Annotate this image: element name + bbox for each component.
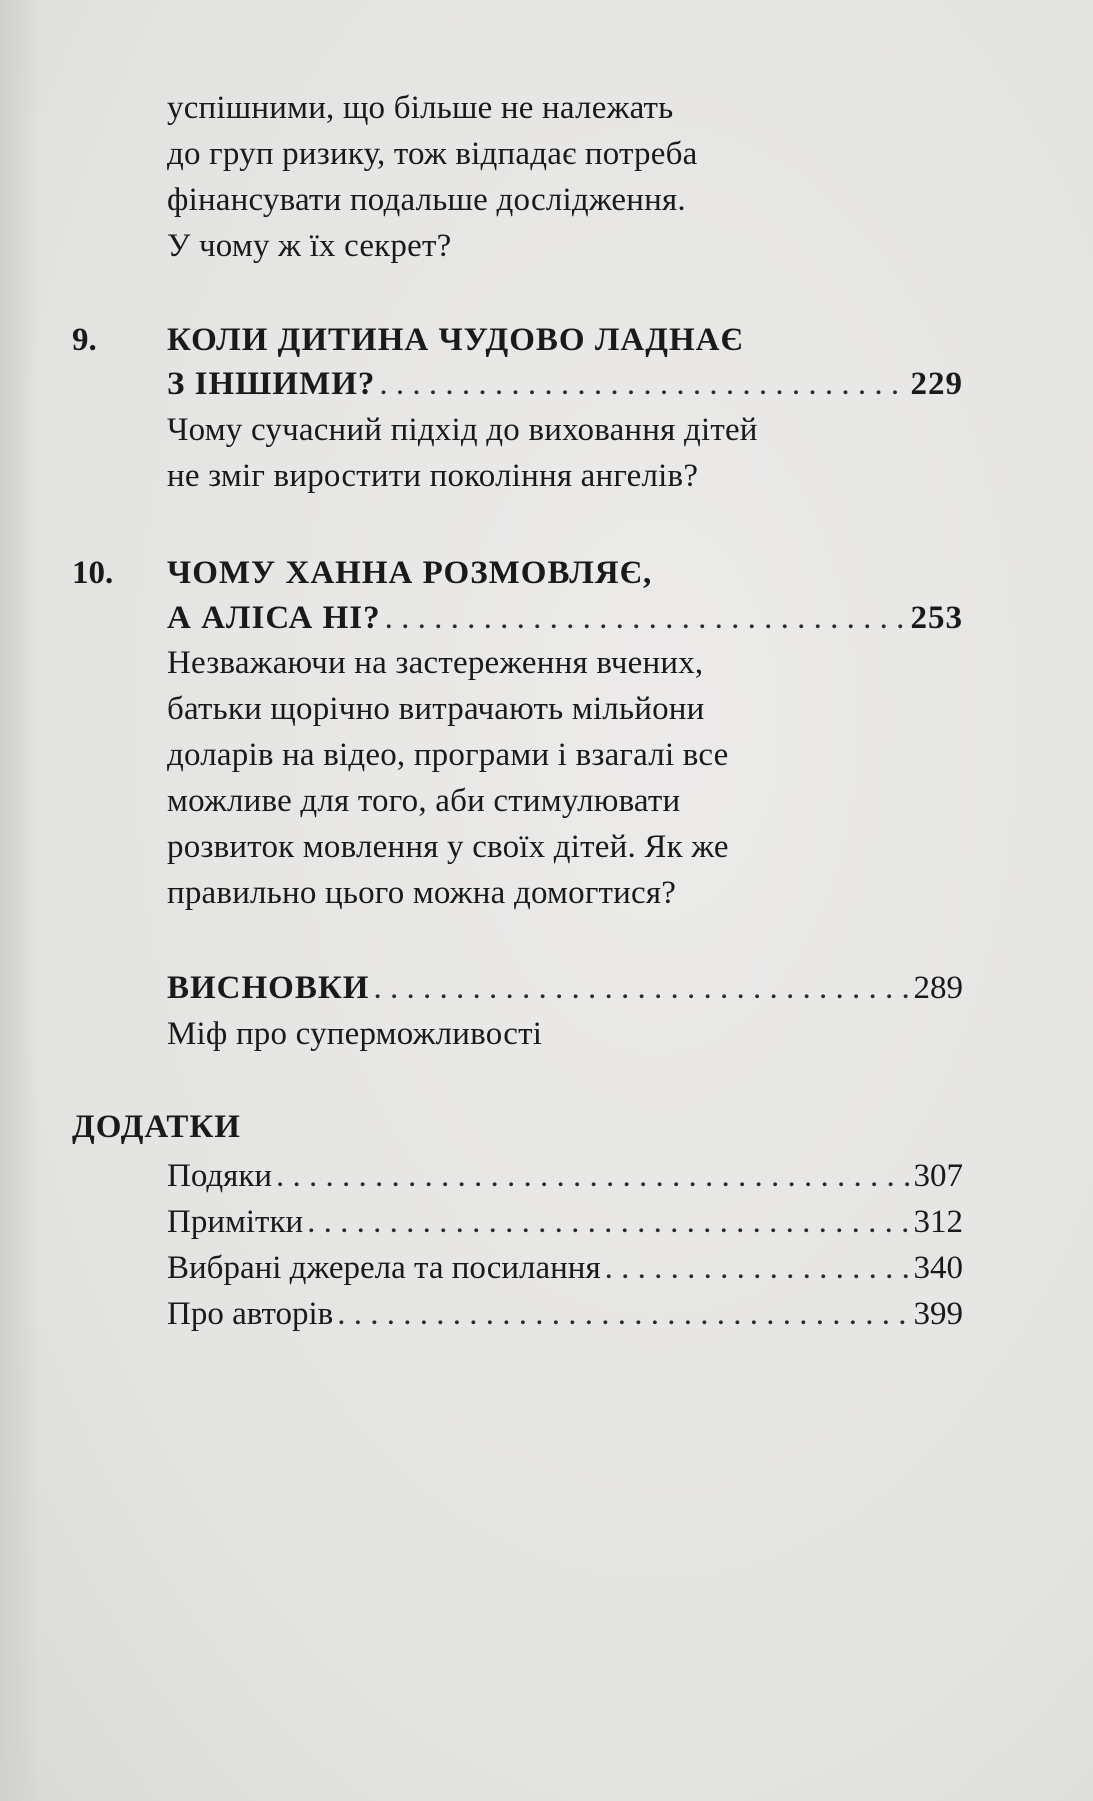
appendix-heading: ДОДАТКИ [72, 1109, 241, 1145]
chapter-description: доларів на відео, програми і взагалі все [167, 737, 729, 773]
toc-entry-appendix[interactable] [167, 1248, 963, 1288]
entry-label: Вибрані джерела та посилання [167, 1250, 601, 1286]
page-number: 229 [910, 366, 963, 402]
leader-dots [307, 1202, 909, 1242]
toc-entry-appendix[interactable] [167, 1202, 963, 1242]
section-description: Міф про суперможливості [167, 1016, 543, 1052]
chapter-description: не зміг виростити покоління ангелів? [167, 458, 699, 494]
chapter-title: ЧОМУ ХАННА РОЗМОВЛЯЄ, [167, 555, 653, 591]
page-number: 289 [913, 970, 963, 1006]
leader-dots [605, 1248, 910, 1288]
leader-dots [379, 364, 906, 404]
leader-dots [385, 598, 907, 638]
chapter-title: А АЛІСА НІ? [167, 600, 381, 636]
intro-line: успішними, що більше не належать [167, 90, 674, 126]
page-number: 312 [913, 1204, 963, 1240]
chapter-number: 10. [72, 555, 114, 591]
spine-shadow [0, 0, 40, 1801]
chapter-description: можливе для того, аби стимулювати [167, 783, 681, 819]
chapter-description: батьки щорічно витрачають мільйони [167, 691, 705, 727]
intro-line: фінансувати подальше дослідження. [167, 182, 686, 218]
toc-entry-conclusions[interactable] [167, 968, 963, 1008]
chapter-description: правильно цього можна домогтися? [167, 875, 677, 911]
leader-dots [373, 968, 909, 1008]
chapter-title: КОЛИ ДИТИНА ЧУДОВО ЛАДНАЄ [167, 322, 744, 358]
toc-entry-chapter-9[interactable] [167, 364, 963, 404]
page-number: 307 [913, 1158, 963, 1194]
section-title: ВИСНОВКИ [167, 970, 370, 1006]
page-number: 253 [910, 600, 963, 636]
leader-dots [337, 1294, 909, 1334]
intro-line: У чому ж їх секрет? [167, 228, 452, 264]
chapter-description: розвиток мовлення у своїх дітей. Як же [167, 829, 729, 865]
page-number: 340 [913, 1250, 963, 1286]
entry-label: Подяки [167, 1158, 273, 1194]
toc-entry-chapter-10[interactable] [167, 598, 963, 638]
page-number: 399 [913, 1296, 963, 1332]
leader-dots [276, 1156, 909, 1196]
chapter-description: Чому сучасний підхід до виховання дітей [167, 412, 758, 448]
chapter-description: Незважаючи на застереження вчених, [167, 645, 704, 681]
chapter-title: З ІНШИМИ? [167, 366, 376, 402]
toc-entry-appendix[interactable] [167, 1156, 963, 1196]
intro-line: до груп ризику, тож відпадає потреба [167, 136, 698, 172]
entry-label: Про авторів [167, 1296, 334, 1332]
chapter-number: 9. [72, 322, 97, 358]
entry-label: Примітки [167, 1204, 304, 1240]
toc-entry-appendix[interactable] [167, 1294, 963, 1334]
